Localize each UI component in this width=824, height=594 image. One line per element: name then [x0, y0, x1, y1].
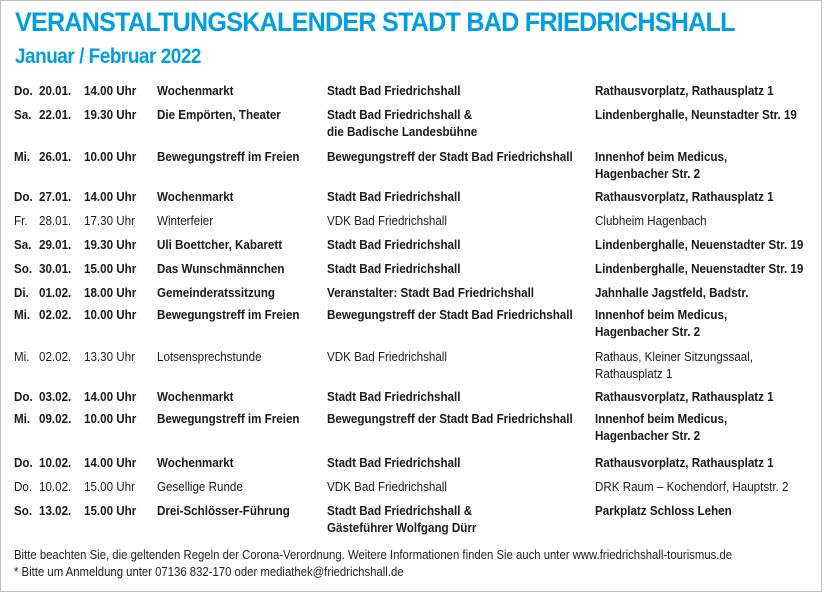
- event-time: 10.00 Uhr: [84, 411, 137, 426]
- event-date: 03.02.: [39, 389, 72, 404]
- event-organizer: [327, 106, 477, 140]
- event-weekday: Mi.: [14, 307, 31, 322]
- event-location: [595, 348, 753, 382]
- event-location: [595, 388, 774, 405]
- event-time: 14.00 Uhr: [84, 389, 137, 404]
- event-date: 30.01.: [39, 261, 72, 276]
- event-title: Wochenmarkt: [157, 455, 234, 470]
- event-weekday: Do.: [14, 389, 33, 404]
- event-time: 15.00 Uhr: [84, 479, 135, 494]
- event-time: 17.30 Uhr: [84, 213, 135, 228]
- event-weekday: Sa.: [14, 237, 32, 252]
- organizer-line: die Badische Landesbühne: [327, 124, 478, 139]
- organizer-line: Bewegungstreff der Stadt Bad Friedrichshall: [327, 307, 573, 322]
- organizer-line: Stadt Bad Friedrichshall: [327, 237, 461, 252]
- organizer-line: Bewegungstreff der Stadt Bad Friedrichshall: [327, 411, 573, 426]
- event-date: 27.01.: [39, 189, 72, 204]
- event-title: Wochenmarkt: [157, 389, 234, 404]
- event-time: 14.00 Uhr: [84, 83, 137, 98]
- event-date: 20.01.: [39, 83, 72, 98]
- location-line: Lindenberghalle, Neunstadter Str. 19: [595, 107, 797, 122]
- organizer-line: VDK Bad Friedrichshall: [327, 479, 447, 494]
- event-organizer: [327, 188, 460, 205]
- event-weekday: Do.: [14, 83, 33, 98]
- event-date: 29.01.: [39, 237, 72, 252]
- page-subtitle: Januar / Februar 2022: [15, 45, 201, 68]
- event-location: [595, 260, 803, 277]
- organizer-line: Stadt Bad Friedrichshall: [327, 455, 461, 470]
- event-weekday: Sa.: [14, 107, 32, 122]
- page-title: VERANSTALTUNGSKALENDER STADT BAD FRIEDRICHSHALL: [15, 7, 735, 37]
- event-location: [595, 212, 707, 229]
- footer-line-1: Bitte beachten Sie, die geltenden Regeln der Corona-Verordnung. Weitere Informationen finden Sie auch unter www.friedrichshall-tourismus.de: [14, 548, 733, 562]
- event-weekday: Do.: [14, 455, 33, 470]
- event-location: [595, 410, 727, 444]
- event-weekday: So.: [14, 503, 33, 518]
- event-location: [595, 106, 797, 123]
- event-weekday: Di.: [14, 285, 29, 300]
- event-time: 15.00 Uhr: [84, 261, 137, 276]
- event-organizer: [327, 82, 460, 99]
- event-time: 18.00 Uhr: [84, 285, 137, 300]
- location-line: Rathausvorplatz, Rathausplatz 1: [595, 455, 774, 470]
- event-time: 13.30 Uhr: [84, 349, 135, 364]
- event-date: 22.01.: [39, 107, 72, 122]
- location-line: Hagenbacher Str. 2: [595, 166, 701, 181]
- location-line: Parkplatz Schloss Lehen: [595, 503, 732, 518]
- event-location: [595, 188, 774, 205]
- event-location: [595, 236, 803, 253]
- event-date: 02.02.: [39, 307, 72, 322]
- event-title: Bewegungstreff im Freien: [157, 149, 300, 164]
- event-time: 14.00 Uhr: [84, 189, 137, 204]
- location-line: Hagenbacher Str. 2: [595, 324, 701, 339]
- event-time: 10.00 Uhr: [84, 307, 137, 322]
- event-location: [595, 284, 749, 301]
- event-date: 10.02.: [39, 455, 72, 470]
- event-organizer: [327, 236, 460, 253]
- event-weekday: Do.: [14, 479, 33, 494]
- event-title: Bewegungstreff im Freien: [157, 307, 300, 322]
- event-organizer: [327, 306, 573, 323]
- event-weekday: Fr.: [14, 213, 28, 228]
- event-date: 02.02.: [39, 349, 72, 364]
- organizer-line: VDK Bad Friedrichshall: [327, 213, 447, 228]
- location-line: Innenhof beim Medicus,: [595, 307, 728, 322]
- event-weekday: So.: [14, 261, 33, 276]
- event-weekday: Do.: [14, 189, 33, 204]
- event-organizer: [327, 410, 573, 427]
- organizer-line: Bewegungstreff der Stadt Bad Friedrichshall: [327, 149, 573, 164]
- location-line: Rathausplatz 1: [595, 366, 673, 381]
- event-time: 19.30 Uhr: [84, 237, 137, 252]
- location-line: Jahnhalle Jagstfeld, Badstr.: [595, 285, 749, 300]
- event-title: Gemeinderatssitzung: [157, 285, 276, 300]
- event-organizer: [327, 502, 476, 536]
- event-organizer: [327, 260, 460, 277]
- location-line: Innenhof beim Medicus,: [595, 149, 728, 164]
- event-organizer: [327, 454, 460, 471]
- event-date: 28.01.: [39, 213, 72, 228]
- organizer-line: Veranstalter: Stadt Bad Friedrichshall: [327, 285, 535, 300]
- event-location: [595, 478, 789, 495]
- event-weekday: Mi.: [14, 149, 31, 164]
- event-time: 10.00 Uhr: [84, 149, 137, 164]
- event-date: 13.02.: [39, 503, 72, 518]
- event-organizer: [327, 348, 447, 365]
- event-organizer: [327, 478, 447, 495]
- event-location: [595, 454, 774, 471]
- event-organizer: [327, 284, 534, 301]
- location-line: Rathausvorplatz, Rathausplatz 1: [595, 189, 774, 204]
- event-weekday: Mi.: [14, 349, 30, 364]
- event-location: [595, 82, 774, 99]
- footer-notes: [14, 547, 812, 581]
- event-title: Das Wunschmännchen: [157, 261, 285, 276]
- event-time: 14.00 Uhr: [84, 455, 137, 470]
- footer-line-2: * Bitte um Anmeldung unter 07136 832-170 oder mediathek@friedrichshall.de: [14, 565, 404, 579]
- organizer-line: Stadt Bad Friedrichshall: [327, 189, 461, 204]
- event-location: [595, 148, 727, 182]
- event-title: Wochenmarkt: [157, 189, 234, 204]
- event-title: Drei-Schlösser-Führung: [157, 503, 290, 518]
- organizer-line: Gästeführer Wolfgang Dürr: [327, 520, 477, 535]
- organizer-line: Stadt Bad Friedrichshall: [327, 83, 461, 98]
- event-date: 01.02.: [39, 285, 72, 300]
- event-organizer: [327, 388, 460, 405]
- organizer-line: Stadt Bad Friedrichshall: [327, 261, 461, 276]
- organizer-line: Stadt Bad Friedrichshall &: [327, 503, 473, 518]
- event-time: 15.00 Uhr: [84, 503, 137, 518]
- event-location: [595, 502, 732, 519]
- event-date: 09.02.: [39, 411, 72, 426]
- event-date: 10.02.: [39, 479, 72, 494]
- event-weekday: Mi.: [14, 411, 31, 426]
- location-line: Lindenberghalle, Neuenstadter Str. 19: [595, 237, 804, 252]
- location-line: Rathausvorplatz, Rathausplatz 1: [595, 389, 774, 404]
- event-time: 19.30 Uhr: [84, 107, 137, 122]
- organizer-line: Stadt Bad Friedrichshall &: [327, 107, 473, 122]
- location-line: Clubheim Hagenbach: [595, 213, 707, 228]
- event-organizer: [327, 148, 573, 165]
- event-location: [595, 306, 727, 340]
- event-date: 26.01.: [39, 149, 72, 164]
- location-line: Hagenbacher Str. 2: [595, 428, 701, 443]
- event-title: Gesellige Runde: [157, 479, 243, 494]
- event-title: Lotsensprechstunde: [157, 349, 262, 364]
- event-title: Die Empörten, Theater: [157, 107, 281, 122]
- organizer-line: Stadt Bad Friedrichshall: [327, 389, 461, 404]
- organizer-line: VDK Bad Friedrichshall: [327, 349, 447, 364]
- event-organizer: [327, 212, 447, 229]
- event-title: Winterfeier: [157, 213, 214, 228]
- event-title: Wochenmarkt: [157, 83, 234, 98]
- event-title: Uli Boettcher, Kabarett: [157, 237, 283, 252]
- location-line: Rathausvorplatz, Rathausplatz 1: [595, 83, 774, 98]
- location-line: Innenhof beim Medicus,: [595, 411, 728, 426]
- event-title: Bewegungstreff im Freien: [157, 411, 300, 426]
- location-line: DRK Raum – Kochendorf, Hauptstr. 2: [595, 479, 789, 494]
- location-line: Lindenberghalle, Neuenstadter Str. 19: [595, 261, 804, 276]
- location-line: Rathaus, Kleiner Sitzungssaal,: [595, 349, 754, 364]
